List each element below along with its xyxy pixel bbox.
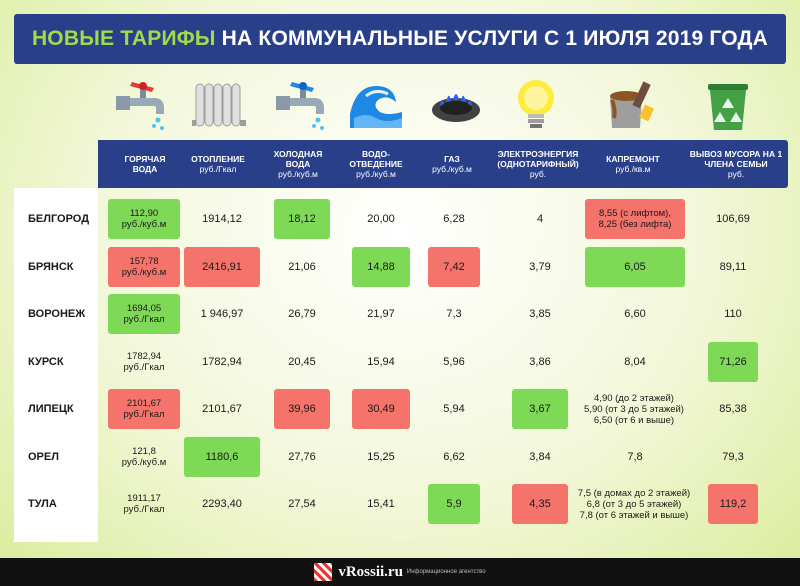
column-name: КАПРЕМОНТ [606,154,660,164]
row-label-city: БРЯНСК [28,261,74,273]
cell-text: 89,11 [719,260,747,273]
table-cell [274,199,330,239]
cell-text: 30,49 [367,402,395,415]
table-cell [352,484,410,524]
table-cell [184,342,260,382]
column-unit: руб./кв.м [615,164,651,174]
cell-text: 2416,91 [202,260,242,273]
table-cell [274,247,330,287]
cell-text: 7,42 [443,260,465,273]
column-unit: руб./Гкал [199,164,237,174]
table-cell [428,199,480,239]
cell-text: 6,60 [624,307,646,320]
column-name: ВОДО-ОТВЕДЕНИЕ [349,149,403,169]
brand-logo-icon [314,563,332,581]
column-unit: руб. [727,169,745,179]
radiator-icon [188,72,252,136]
cell-text: 3,86 [529,355,551,368]
row-label-city: КУРСК [28,356,64,368]
table-cell [352,199,410,239]
cell-text: 8,25 (без лифта) [598,219,672,230]
cell-text: 6,8 (от 3 до 5 этажей) [586,498,682,510]
cell-text: 7,3 [446,307,462,320]
cell-text: 4,35 [529,497,551,510]
cell-text: 119,2 [719,497,747,510]
cell-text: 2101,67 [126,398,162,409]
column-header-garbage [686,140,786,188]
table-cell [108,342,180,382]
table-cell [352,437,410,477]
table-cell [586,437,684,477]
cell-text: 79,3 [722,450,744,463]
table-cell [352,389,410,429]
column-header-band [98,140,788,188]
cell-text: 27,54 [288,497,316,510]
table-cell [512,342,568,382]
table-cell [708,484,758,524]
table-cell [274,437,330,477]
cell-text: 5,9 [446,497,462,510]
table-cell [585,247,685,287]
cell-text: 20,00 [367,212,395,225]
table-cell [708,199,758,239]
table-cell [512,294,568,334]
cell-text: 5,96 [443,355,465,368]
table-cell [428,342,480,382]
row-label-city: БЕЛГОРОД [28,213,90,225]
cell-text: руб./куб.м [121,267,167,278]
cell-text: 8,55 (с лифтом), [598,208,671,219]
cell-text: 157,78 [129,256,159,267]
table-cell [428,484,480,524]
column-name: ГАЗ [444,154,460,164]
gas-flame-icon [424,72,488,136]
cell-text: 110 [724,307,742,320]
cell-text: руб./куб.м [121,219,167,230]
table-cell [108,389,180,429]
cell-text: 2293,40 [202,497,242,510]
table-cell [572,389,696,429]
cell-text: 121,8 [132,446,156,457]
row-label-city: ВОРОНЕЖ [28,308,86,320]
title-rest: НА КОММУНАЛЬНЫЕ УСЛУГИ С 1 ИЮЛЯ 2019 ГОДА [221,27,769,50]
cell-text: 106,69 [716,212,750,225]
table-cell [708,389,758,429]
table-cell [184,484,260,524]
table-cell [708,342,758,382]
table-cell [428,294,480,334]
column-unit: руб. [529,169,547,179]
table-cell [352,294,410,334]
column-header-cold-water [266,140,330,188]
table-cell [428,247,480,287]
table-cell [184,199,260,239]
table-cell [512,247,568,287]
cell-text: руб./куб.м [121,457,167,468]
column-name: ВЫВОЗ МУСОРА НА 1 ЧЛЕНА СЕМЬИ [689,149,783,169]
column-header-capital-repair [592,140,674,188]
cell-text: 3,84 [529,450,551,463]
cell-text: 39,96 [288,402,316,415]
table-cell [108,484,180,524]
cell-text: 21,06 [288,260,316,273]
table-cell [108,437,180,477]
table-cell [428,437,480,477]
table-cell [184,294,260,334]
table-cell [184,437,260,477]
table-cell [274,294,330,334]
cell-text: 4 [536,212,544,225]
cell-text: 7,8 (от 6 этажей и выше) [579,509,689,521]
cell-text: 15,25 [367,450,395,463]
cell-text: 7,5 (в домах до 2 этажей) [577,487,691,499]
table-cell [586,294,684,334]
cell-text: 27,76 [288,450,316,463]
column-header-heating [182,140,254,188]
brand-name: vRossii.ru [338,563,403,580]
table-cell [352,247,410,287]
cell-text: 1782,94 [126,351,162,362]
cell-text: 6,62 [443,450,465,463]
page-title [14,14,786,64]
column-header-electricity [490,140,586,188]
table-cell [108,199,180,239]
column-unit: руб./куб.м [432,164,472,174]
cell-text: 5,90 (от 3 до 5 этажей) [584,403,684,415]
wave-icon [344,72,408,136]
brand-subtitle: Информационное агентство [406,569,486,575]
cell-text: 5,94 [443,402,465,415]
column-unit: руб./куб.м [278,169,318,179]
table-cell [708,294,758,334]
cell-text: 15,41 [367,497,395,510]
table-cell [274,484,330,524]
table-cell [512,389,568,429]
cell-text: руб./Гкал [123,409,165,420]
table-cell [428,389,480,429]
cell-text: 4,90 (до 2 этажей) [594,392,674,404]
cell-text: 1180,6 [205,450,239,463]
table-cell [572,484,696,524]
table-cell [512,199,568,239]
cell-text: 18,12 [288,212,316,225]
cell-text: 26,79 [288,307,316,320]
table-cell [512,437,568,477]
cell-text: 6,05 [624,260,646,273]
row-label-city: ЛИПЕЦК [28,403,74,415]
cell-text: 15,94 [367,355,395,368]
cell-text: руб./Гкал [123,314,165,325]
cell-text: 6,50 (от 6 и выше) [593,414,675,426]
row-label-city: ОРЕЛ [28,451,59,463]
table-cell [585,199,685,239]
light-bulb-icon [504,72,568,136]
icon-row [0,72,800,140]
cell-text: 3,79 [529,260,551,273]
recycle-bin-icon [696,72,760,136]
table-cell [108,247,180,287]
table-cell [586,342,684,382]
cell-text: 20,45 [288,355,316,368]
cell-text: 85,38 [719,402,747,415]
column-unit: руб./куб.м [356,169,396,179]
cell-text: 1 946,97 [200,307,244,320]
cell-text: 3,67 [529,402,551,415]
column-name: ЭЛЕКТРОЭНЕРГИЯ (ОДНОТАРИФНЫЙ) [497,149,579,169]
cell-text: руб./Гкал [123,504,165,515]
cell-text: 112,90 [129,208,159,219]
cold-water-tap-icon [272,72,336,136]
column-header-hot-water [112,140,178,188]
table-cell [708,247,758,287]
table-cell [512,484,568,524]
cell-text: 8,04 [624,355,646,368]
hot-water-tap-icon [112,72,176,136]
cell-text: 6,28 [443,212,465,225]
table-cell [274,342,330,382]
cell-text: 1782,94 [202,355,242,368]
column-name: ГОРЯЧАЯ ВОДА [124,154,166,174]
table-cell [274,389,330,429]
cell-text: 7,8 [627,450,643,463]
row-label-city: ТУЛА [28,498,57,510]
cell-text: 71,26 [719,355,747,368]
column-header-sewerage [344,140,408,188]
column-name: ХОЛОДНАЯ ВОДА [273,149,323,169]
cell-text: 21,97 [367,307,395,320]
cell-text: 1914,12 [202,212,242,225]
column-header-gas [416,140,488,188]
table-cell [184,247,260,287]
table-cell [352,342,410,382]
paint-bucket-icon [600,72,664,136]
cell-text: 14,88 [367,260,395,273]
table-cell [108,294,180,334]
column-name: ОТОПЛЕНИЕ [191,154,245,164]
footer [0,558,800,586]
cell-text: 1694,05 [126,303,162,314]
cell-text: руб./Гкал [123,362,165,373]
cell-text: 1911,17 [127,493,161,504]
cell-text: 3,85 [529,307,551,320]
table-cell [184,389,260,429]
cell-text: 2101,67 [202,402,242,415]
table-cell [708,437,758,477]
title-highlight: НОВЫЕ ТАРИФЫ [31,27,216,50]
